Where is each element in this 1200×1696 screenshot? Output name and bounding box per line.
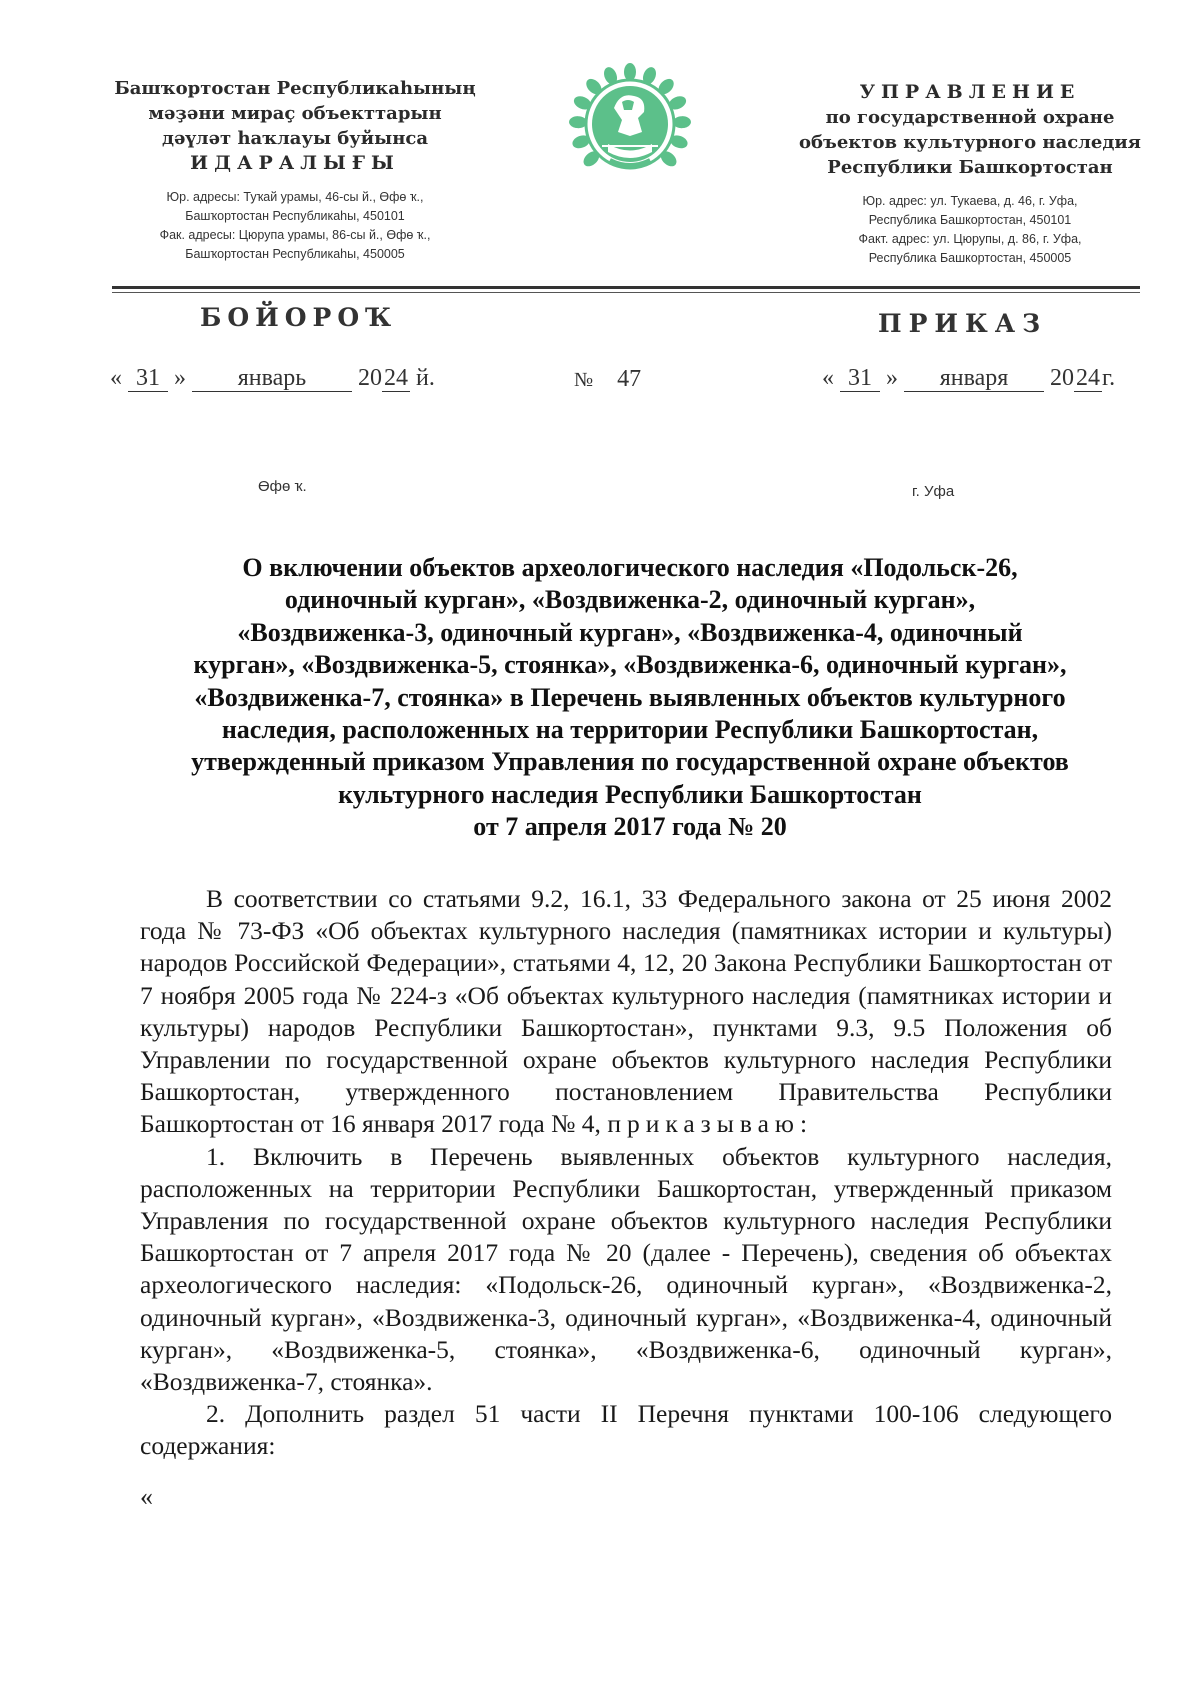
city-bashkir: Өфө ҡ. [258, 478, 307, 495]
date-year-suffix: 24 [384, 365, 408, 391]
address-line: Факт. адрес: ул. Цюрупы, д. 86, г. Уфа, [858, 232, 1082, 246]
title-line: наследия, расположенных на территории Республики Башкортостан, [221, 715, 1039, 745]
order-number [574, 366, 641, 393]
date-year-mark: й. [416, 365, 435, 391]
address-line: Юр. адресы: Туҡай урамы, 46-сы й., Өфө ҡ., [166, 190, 424, 204]
date-day: 31 [128, 365, 168, 392]
date-russian [822, 365, 1115, 392]
number-sign: № [574, 369, 594, 391]
date-year-prefix: 20 [1050, 365, 1074, 391]
title-line: курган», «Воздвиженка-5, стоянка», «Воздвиженка-6, одиночный курган», [193, 650, 1067, 680]
org-name-line-1: Башҡортостан Республикаһының [114, 78, 476, 99]
document-body [140, 883, 1112, 1463]
date-bashkir [110, 365, 435, 392]
item-1-paragraph: 1. Включить в Перечень выявленных объектов культурного наследия, расположенных на территории Республики Башкортостан, утвержденный приказом Управления по государственной охране объектов культурного наследия Республики Башкортостан от 7 апреля 2017 года № 20 (далее - Перечень), сведения об объектах археологического наследия: «Подольск-26, одиночный курган», «Воздвиженка-2, одиночный курган», «Воздвиженка-3, одиночный курган», «Воздвиженка-4, одиночный курган», «Воздвиженка-5, стоянка», «Воздвиженка-6, одиночный курган», «Воздвиженка-7, стоянка». [140, 1141, 1112, 1397]
org-name-line-2: по государственной охране [825, 107, 1115, 128]
document-title [140, 552, 1120, 844]
title-line: утвержденный приказом Управления по государственной охране объектов [191, 747, 1069, 777]
org-name-line-4: Республики Башкортостан [827, 157, 1113, 178]
title-line: культурного наследия Республики Башкортостан [338, 779, 922, 809]
preamble-text: В соответствии со статьями 9.2, 16.1, 33 Федерального закона от 25 июня 2002 года № 73-ФЗ «Об объектах культурного наследия (памятниках истории и культуры) народов Российской Федерации», статьями 4, 12, 20 Закона Республики Башкортостан от 7 ноября 2005 года № 224-з «Об объектах культурного наследия (памятниках истории и культуры) народов Республики Башкортостан», пунктами 9.3, 9.5 Положения об Управлении по государственной охране объектов культурного наследия Республики Башкортостан, утвержденного постановлением Правительства Республики Башкортостан от 16 января 2017 года № 4, [140, 884, 1112, 1139]
title-line: «Воздвиженка-3, одиночный курган», «Воздвиженка-4, одиночный [237, 617, 1023, 647]
table-quote-open: « [140, 1482, 153, 1511]
item-2-paragraph: 2. Дополнить раздел 51 части II Перечня пунктами 100-106 следующего содержания: [140, 1399, 1112, 1461]
date-month: январь [192, 365, 352, 392]
org-address-left [110, 188, 480, 264]
header-left-bashkir [110, 76, 480, 264]
doc-type-bashkir: БОЙОРОҠ [200, 303, 398, 332]
org-name-line-3: дәүләт һаҡлауы буйынса [161, 128, 428, 149]
address-line: Республика Башкортостан, 450101 [868, 213, 1072, 227]
quote-open: « [822, 365, 834, 391]
title-line: «Воздвиженка-7, стоянка» в Перечень выявленных объектов культурного [194, 682, 1066, 712]
date-year-mark: г. [1102, 365, 1116, 391]
address-line: Фак. адресы: Цюрупа урамы, 86-сы й., Өфө ҡ., [159, 228, 431, 242]
address-line: Башҡортостан Республикаһы, 450005 [185, 247, 405, 261]
header-right-russian [790, 80, 1150, 268]
quote-close: » [886, 365, 898, 391]
bashkortostan-coat-of-arms-icon [568, 62, 692, 186]
order-word: приказываю: [607, 1109, 814, 1139]
quote-close: » [174, 365, 186, 391]
org-name-line-2: мәҙәни мираҫ объекттарын [148, 103, 442, 124]
address-line: Республика Башкортостан, 450005 [868, 251, 1072, 265]
org-name-line-1: УПРАВЛЕНИЕ [859, 81, 1081, 103]
date-day: 31 [840, 365, 880, 392]
title-line: от 7 апреля 2017 года № 20 [473, 812, 787, 842]
preamble-paragraph [140, 883, 1112, 1141]
header-divider-thin [112, 292, 1140, 293]
org-name-line-3: объектов культурного наследия [799, 132, 1141, 153]
org-address-right [790, 192, 1150, 268]
date-year-suffix: 24 [1076, 365, 1100, 391]
date-year-prefix: 20 [358, 365, 382, 391]
address-line: Юр. адрес: ул. Тукаева, д. 46, г. Уфа, [862, 194, 1078, 208]
number-value: 47 [617, 366, 642, 392]
header-divider-thick [112, 286, 1140, 289]
title-line: О включении объектов археологического наследия «Подольск-26, [242, 553, 1018, 582]
address-line: Башҡортостан Республикаһы, 450101 [185, 209, 405, 223]
date-month: января [904, 365, 1044, 392]
city-russian: г. Уфа [912, 483, 955, 500]
quote-open: « [110, 365, 122, 391]
org-name-line-4: ИДАРАЛЫҒЫ [190, 152, 400, 174]
title-line: одиночный курган», «Воздвиженка-2, одиночный курган», [284, 585, 976, 615]
doc-type-russian: ПРИКАЗ [878, 309, 1048, 338]
